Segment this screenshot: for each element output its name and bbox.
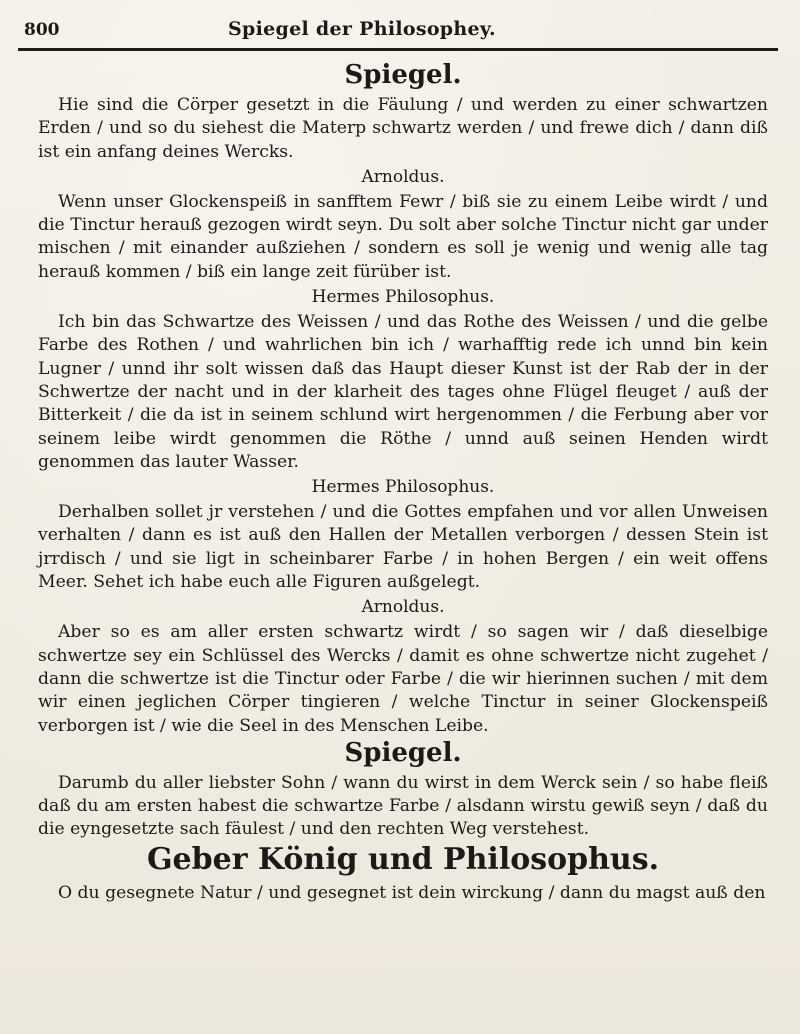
author-attribution: Hermes Philosophus. xyxy=(311,287,495,308)
section-heading-geber: Geber König und Philosophus. xyxy=(146,841,660,877)
paragraph: Ich bin das Schwartze des Weissen / und das Rothe des Weissen / und die gelbe Farbe des Rothen / und wahrlichen bin ich / warhafftig rede ich unnd bin kein Lugner / unnd ihr solt wissen daß das Haupt dieser Kunst ist der Rab der in der Schwertze der nacht und in der klarheit des tages ohne Flügel fleuget / auß der Bitterkeit / die da ist in seinem schlund wirt hergenommen / die Ferbung aber vor seinem leibe wirdt genommen die Röthe / unnd auß seinen Henden wirdt genommen das lauter Wasser. xyxy=(38,312,768,472)
page-number: 800 xyxy=(24,20,60,40)
paragraph: Hie sind die Cörper gesetzt in die Fäulung / und werden zu einer schwartzen Erden / und so du siehest die Materp schwartz werden / und frewe dich / dann diß ist ein anfang deines Wercks. xyxy=(38,95,768,162)
header-rule xyxy=(18,48,778,51)
paragraph: Aber so es am aller ersten schwartz wirdt / so sagen wir / daß dieselbige schwertze sey ein Schlüssel des Wercks / damit es ohne schwertze nicht zugehet / dann die schwertze ist die Tinctur oder Farbe / die wir hierinnen suchen / mit dem wir einen jeglichen Cörper tingieren / welche Tinctur in seiner Glockenspeiß verborgen ist / wie die Seel in des Menschen Leibe. xyxy=(38,622,768,736)
page-header xyxy=(18,6,778,44)
author-attribution: Arnoldus. xyxy=(361,166,445,187)
section-heading-spiegel: Spiegel. xyxy=(344,60,462,90)
author-attribution: Arnoldus. xyxy=(361,597,445,618)
paragraph: Derhalben sollet jr verstehen / und die Gottes empfahen und vor allen Unweisen verhalten / dann es ist auß den Hallen der Metallen verborgen / dessen Stein ist jrrdisch / und sie ligt in scheinbarer Farbe / in hohen Bergen / ein weit offens Meer. Sehet ich habe euch alle Figuren außgelegt. xyxy=(38,502,768,593)
paragraph: O du gesegnete Natur / und gesegnet ist dein wirckung / dann du magst auß den xyxy=(58,882,766,903)
paragraph: Wenn unser Glockenspeiß in sanfftem Fewr / biß sie zu einem Leibe wirdt / und die Tinctur herauß gezogen wirdt seyn. Du solt aber solche Tinctur nicht gar under mischen / mit einander außziehen / sondern es soll je wenig und wenig alle tag herauß kommen / biß ein lange zeit fürüber ist. xyxy=(38,191,768,282)
page-body xyxy=(38,60,768,905)
running-title: Spiegel der Philosophey. xyxy=(228,18,496,40)
paragraph: Darumb du aller liebster Sohn / wann du wirst in dem Werck sein / so habe fleiß daß du am ersten habest die schwartze Farbe / alsdann wirstu gewiß seyn / daß du die eyngesetzte sach fäulest / und den rechten Weg verstehest. xyxy=(38,772,768,840)
section-heading-spiegel: Spiegel. xyxy=(344,737,462,768)
author-attribution: Hermes Philosophus. xyxy=(311,477,495,498)
